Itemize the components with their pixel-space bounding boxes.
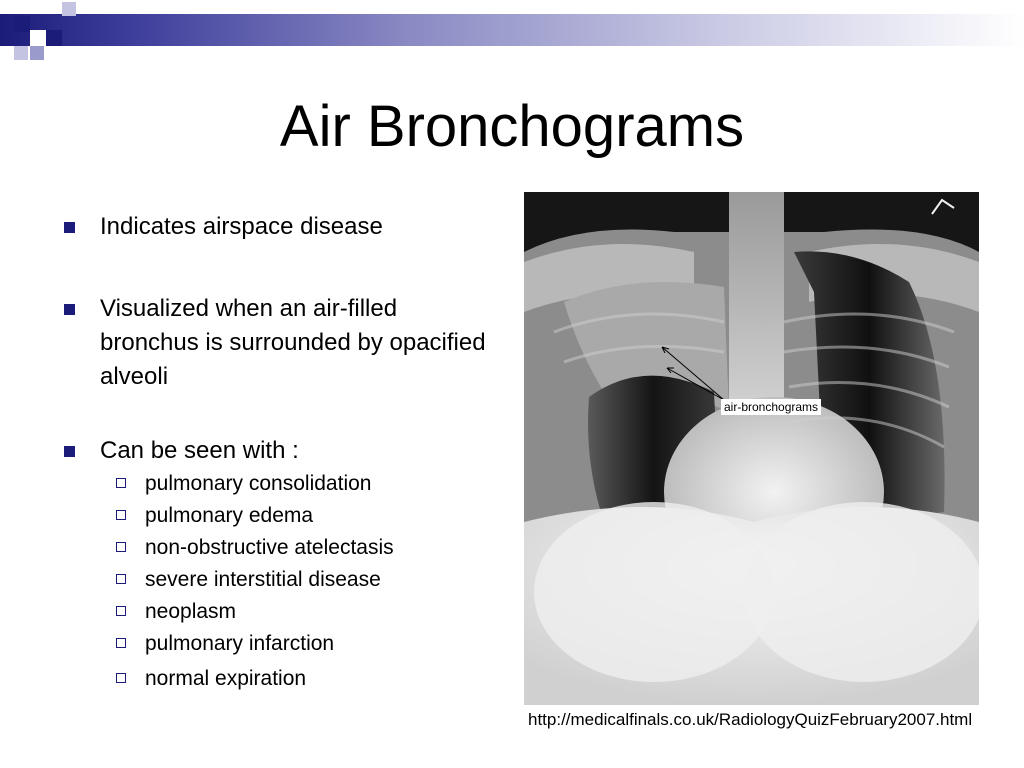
sub-bullet-item — [60, 596, 500, 628]
sub-bullet-text: severe interstitial disease — [145, 568, 381, 591]
hollow-square-icon — [116, 574, 126, 584]
hollow-square-icon — [116, 606, 126, 616]
decor-square-4 — [62, 2, 76, 16]
slide-title: Air Bronchograms — [279, 94, 745, 159]
hollow-square-icon — [116, 478, 126, 488]
sub-bullet-item — [60, 564, 500, 596]
hollow-square-icon — [116, 638, 126, 648]
sub-bullet-text: pulmonary edema — [145, 504, 314, 527]
sub-bullet-text: pulmonary consolidation — [145, 472, 372, 495]
decor-square-6 — [30, 46, 44, 60]
header-gradient-bar — [0, 14, 1024, 46]
hollow-square-icon — [116, 542, 126, 552]
decor-square-1 — [14, 16, 30, 32]
chest-xray-image — [524, 192, 979, 705]
bullet-square-icon — [64, 446, 75, 457]
bullet-item — [60, 210, 500, 244]
decor-square-2 — [30, 30, 46, 46]
bullet-list — [60, 208, 500, 695]
sub-bullet-item — [60, 500, 500, 532]
bullet-item — [60, 292, 500, 394]
sub-bullet-item — [60, 468, 500, 500]
sub-bullet-item — [60, 532, 500, 564]
hollow-square-icon — [116, 510, 126, 520]
bullet-square-icon — [64, 222, 75, 233]
decor-square-3 — [46, 30, 62, 46]
bullet-text: Visualized when an air-filled bronchus is surrounded by opacified alveoli — [100, 295, 486, 390]
sub-bullet-text: neoplasm — [145, 600, 237, 623]
sub-bullet-text: pulmonary infarction — [145, 632, 335, 655]
xray-annotation-label: air-bronchograms — [721, 399, 821, 415]
bullet-text: Can be seen with : — [100, 437, 299, 464]
image-source-caption: http://medicalfinals.co.uk/RadiologyQuizFebruary2007.html — [528, 710, 973, 729]
sub-bullet-item — [60, 628, 500, 660]
chest-xray-graphic — [524, 192, 979, 705]
hollow-square-icon — [116, 673, 126, 683]
sub-bullet-text: non-obstructive atelectasis — [145, 536, 394, 559]
bullet-square-icon — [64, 304, 75, 315]
sub-bullet-item — [60, 663, 500, 695]
sub-bullet-text: normal expiration — [145, 667, 307, 690]
decor-square-5 — [14, 46, 28, 60]
bullet-text: Indicates airspace disease — [100, 213, 383, 240]
bullet-item — [60, 434, 500, 468]
